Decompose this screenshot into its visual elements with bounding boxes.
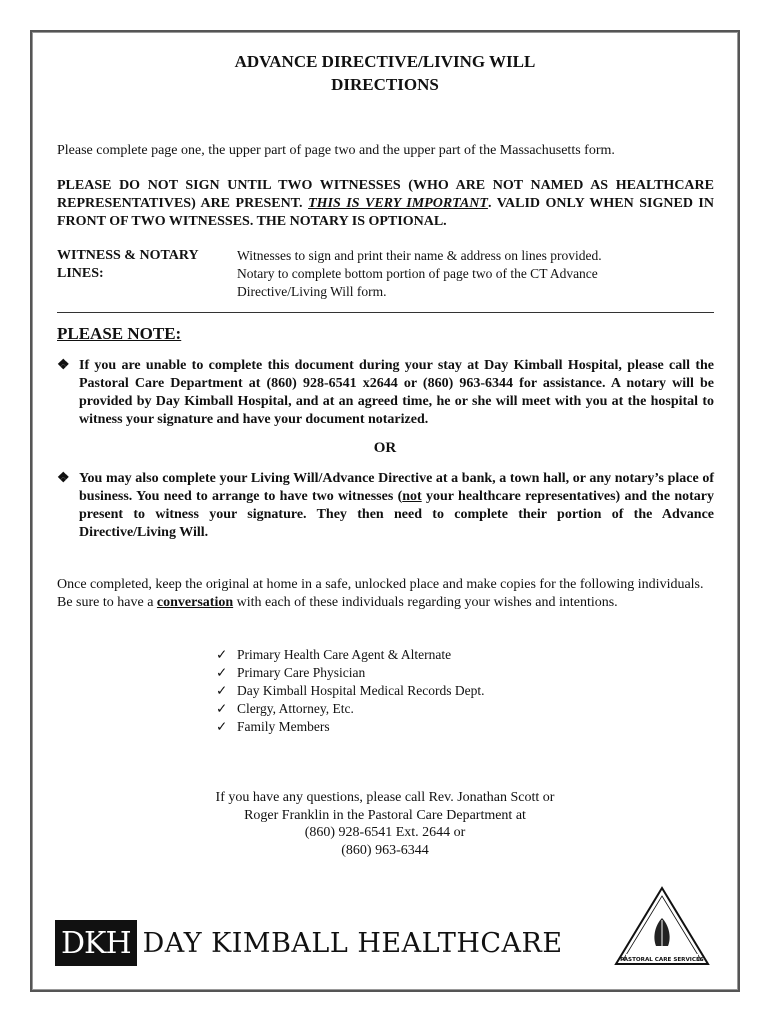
- checklist-item: [216, 682, 484, 700]
- checklist-item-label: Primary Health Care Agent & Alternate: [237, 647, 452, 662]
- completion-text-start: Once completed, keep the original at home in a safe, unlocked place and make copies for the following individuals. Be sure to have a: [57, 577, 704, 610]
- bullet2-text-end: your healthcare representatives) and the notary present to witness your signature. They then need to complete their portion of the Advance Directive/Living Will.: [79, 489, 714, 540]
- witness-label-line1: WITNESS & NOTARY: [57, 248, 199, 263]
- checkmark-icon: ✓: [216, 683, 228, 698]
- section-divider: [57, 312, 714, 313]
- bullet2-text-start: You may also complete your Living Will/Advance Directive at a bank, a town hall, or any notary’s place of business. You need to arrange to have two witnesses (: [79, 471, 714, 504]
- checklist-item-label: Primary Care Physician: [237, 665, 366, 680]
- checklist-item: [216, 664, 484, 682]
- warning-text-start: PLEASE DO NOT SIGN UNTIL TWO WITNESSES (WHO ARE NOT NAMED AS HEALTHCARE REPRESENTATIVES) ARE PRESENT.: [57, 178, 714, 211]
- contact-line4: (860) 963-6344: [341, 842, 429, 858]
- checkmark-icon: ✓: [216, 665, 228, 680]
- contact-info: [0, 789, 770, 859]
- checklist-item-label: Day Kimball Hospital Medical Records Dept.: [237, 683, 485, 698]
- warning-text: [57, 177, 714, 231]
- intro-text: Please complete page one, the upper part of page two and the upper part of the Massachusetts form.: [57, 143, 615, 158]
- or-separator: OR: [373, 440, 397, 456]
- checklist-item: [216, 718, 484, 736]
- diamond-bullet-icon: ❖: [57, 471, 70, 486]
- checklist-item-label: Clergy, Attorney, Etc.: [237, 701, 354, 716]
- diamond-bullet-icon: ❖: [57, 358, 70, 373]
- witness-instructions: [237, 247, 707, 301]
- checklist-item: [216, 700, 484, 718]
- dkh-logo-mark: DKH: [55, 920, 137, 966]
- logo-wordmark: DAY KIMBALL HEALTHCARE: [142, 927, 563, 959]
- witness-text-line1: Witnesses to sign and print their name & address on lines provided.: [237, 248, 602, 263]
- page-title-line1: ADVANCE DIRECTIVE/LIVING WILL: [234, 52, 536, 71]
- checkmark-icon: ✓: [216, 647, 228, 662]
- checkmark-icon: ✓: [216, 719, 228, 734]
- please-note-heading: PLEASE NOTE:: [57, 324, 182, 343]
- contact-line1: If you have any questions, please call Rev. Jonathan Scott or: [215, 790, 555, 805]
- note-bullet-text: If you are unable to complete this document during your stay at Day Kimball Hospital, please call the Pastoral Care Department at (860) 928-6541 x2644 or (860) 963-6344 for assistance. A notary will be provided by Day Kimball Hospital, and at an agreed time, he or she will meet with you at the hospital to witness your signature and have your document notarized.: [79, 358, 714, 427]
- seal-label: PASTORAL CARE SERVICES: [620, 957, 704, 963]
- day-kimball-logo: [55, 920, 563, 966]
- page-title-line2: DIRECTIONS: [331, 75, 439, 94]
- checkmark-icon: ✓: [216, 701, 228, 716]
- warning-text-end: . VALID ONLY WHEN SIGNED IN FRONT OF TWO WITNESSES. THE NOTARY IS OPTIONAL.: [57, 196, 714, 229]
- not-emphasis: not: [402, 489, 422, 504]
- important-emphasis: THIS IS VERY IMPORTANT: [308, 196, 488, 211]
- conversation-emphasis: conversation: [156, 595, 234, 610]
- witness-text-line3: Directive/Living Will form.: [237, 284, 387, 299]
- completion-instructions: [57, 576, 714, 612]
- pastoral-care-seal-icon: [612, 884, 712, 970]
- witness-text-line2: Notary to complete bottom portion of page two of the CT Advance: [237, 266, 598, 281]
- witness-label: [57, 247, 232, 283]
- contact-line3: (860) 928-6541 Ext. 2644 or: [304, 825, 466, 840]
- completion-text-end: with each of these individuals regarding your wishes and intentions.: [233, 595, 618, 610]
- witness-label-line2: LINES:: [57, 266, 104, 281]
- checklist-item: [216, 646, 484, 664]
- contact-line2: Roger Franklin in the Pastoral Care Department at: [244, 807, 526, 823]
- copy-recipients-checklist: [216, 646, 484, 736]
- note-bullet-text: [79, 470, 714, 542]
- checklist-item-label: Family Members: [237, 719, 330, 734]
